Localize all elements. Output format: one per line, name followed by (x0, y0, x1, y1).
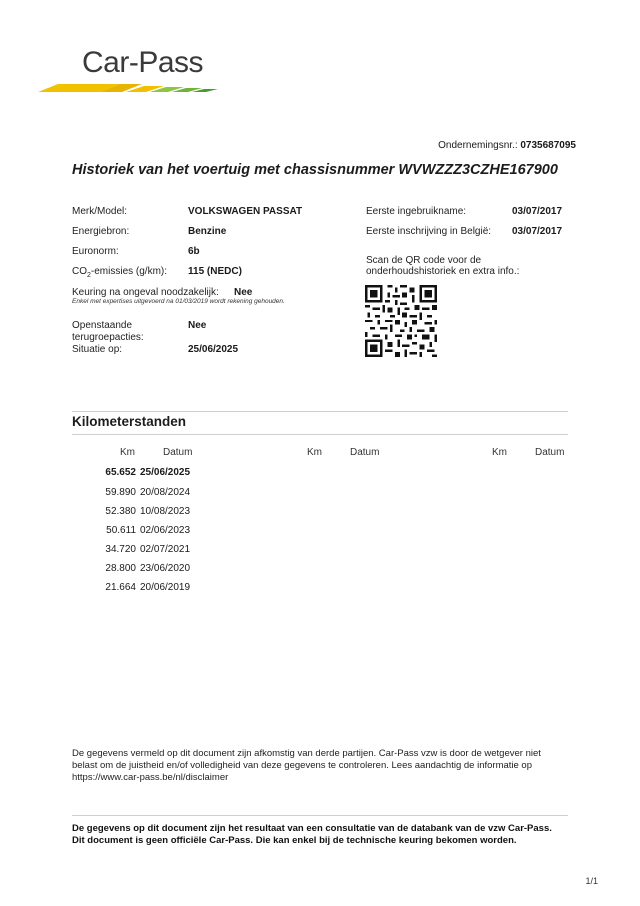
section-divider-top (72, 411, 568, 412)
accident-inspection-label: Keuring na ongeval noodzakelijk: (72, 287, 219, 298)
page-number: 1/1 (585, 876, 598, 886)
make-model-value: VOLKSWAGEN PASSAT (188, 206, 303, 217)
recalls-label-line2: terugroepacties: (72, 332, 144, 343)
mileage-date: 02/07/2021 (140, 544, 191, 555)
euronorm-value: 6b (188, 246, 200, 257)
bottom-note-line2: Dit document is geen officiële Car-Pass. Die kan enkel bij de technische keuring bekomen worden. (72, 835, 517, 846)
section-divider-mileage (72, 434, 568, 435)
mileage-header-km-2: Km (307, 447, 322, 458)
fuel-value: Benzine (188, 226, 227, 237)
first-use-label: Eerste ingebruikname: (366, 206, 467, 217)
mileage-km: 50.611 (106, 525, 136, 536)
status-date-value: 25/06/2025 (188, 344, 239, 355)
first-use-value: 03/07/2017 (512, 206, 563, 217)
mileage-date: 20/06/2019 (140, 582, 191, 593)
mileage-row (76, 582, 190, 593)
recalls-label-line1: Openstaande (72, 320, 133, 331)
recalls-value: Nee (188, 320, 207, 331)
qr-code-icon[interactable] (365, 285, 437, 357)
mileage-km: 52.380 (105, 506, 136, 517)
accident-inspection-note: Enkel met expertises uitgevoerd na 01/03/2019 wordt rekening gehouden. (72, 298, 285, 305)
mileage-km: 34.720 (105, 544, 136, 555)
bottom-note (72, 823, 572, 847)
logo-stripes-icon (38, 80, 223, 94)
mileage-row (76, 467, 190, 478)
mileage-header-km-3: Km (492, 447, 507, 458)
section-divider-bottom (72, 815, 568, 816)
qr-instruction-line1: Scan de QR code voor de (366, 255, 482, 266)
mileage-date: 20/08/2024 (140, 487, 191, 498)
mileage-km: 65.652 (105, 467, 136, 478)
co2-label-sub: 2 (87, 272, 91, 279)
disclaimer-text: De gegevens vermeld op dit document zijn afkomstig van derde partijen. Car-Pass vzw is door de wetgever niet belast om de juistheid en/of volledigheid van deze gegevens te controleren. Lees aandachtig de informatie op https://www.car-pass.be/nl/disclaimer (72, 748, 541, 783)
mileage-km: 21.664 (105, 582, 136, 593)
mileage-date: 02/06/2023 (140, 525, 191, 536)
page-title: Historiek van het voertuig met chassisnummer WVWZZZ3CZHE167900 (72, 162, 558, 178)
fuel-label: Energiebron: (72, 226, 130, 237)
mileage-row (76, 506, 190, 517)
mileage-row (76, 563, 190, 574)
company-id-label: Ondernemingsnr.: (438, 140, 521, 151)
mileage-row (76, 525, 190, 536)
mileage-header-date-3: Datum (535, 447, 565, 458)
car-pass-logo (38, 44, 223, 94)
co2-label-suffix: -emissies (g/km): (90, 266, 168, 277)
mileage-date: 25/06/2025 (140, 467, 191, 478)
co2-label (72, 266, 167, 279)
first-registration-label: Eerste inschrijving in België: (366, 226, 492, 237)
mileage-km: 59.890 (105, 487, 136, 498)
company-id (438, 140, 576, 151)
make-model-label: Merk/Model: (72, 206, 128, 217)
mileage-row (76, 487, 190, 498)
status-date-label: Situatie op: (72, 344, 123, 355)
mileage-title: Kilometerstanden (72, 414, 187, 429)
co2-label-prefix: CO (72, 266, 87, 277)
co2-value: 115 (NEDC) (188, 266, 242, 277)
bottom-note-line1: De gegevens op dit document zijn het resultaat van een consultatie van de databank van de vzw Car-Pass. (72, 823, 552, 834)
mileage-header-km-1: Km (120, 447, 135, 458)
mileage-row (76, 544, 190, 555)
mileage-date: 10/08/2023 (140, 506, 191, 517)
logo-text: Car-Pass (82, 46, 204, 79)
mileage-km: 28.800 (105, 563, 136, 574)
euronorm-label: Euronorm: (72, 246, 119, 257)
mileage-header-date-1: Datum (163, 447, 193, 458)
accident-inspection-value: Nee (234, 287, 253, 298)
company-id-value: 0735687095 (520, 140, 576, 151)
qr-instruction-line2: onderhoudshistoriek en extra info.: (366, 266, 520, 277)
first-registration-value: 03/07/2017 (512, 226, 563, 237)
mileage-date: 23/06/2020 (140, 563, 191, 574)
mileage-header-date-2: Datum (350, 447, 380, 458)
